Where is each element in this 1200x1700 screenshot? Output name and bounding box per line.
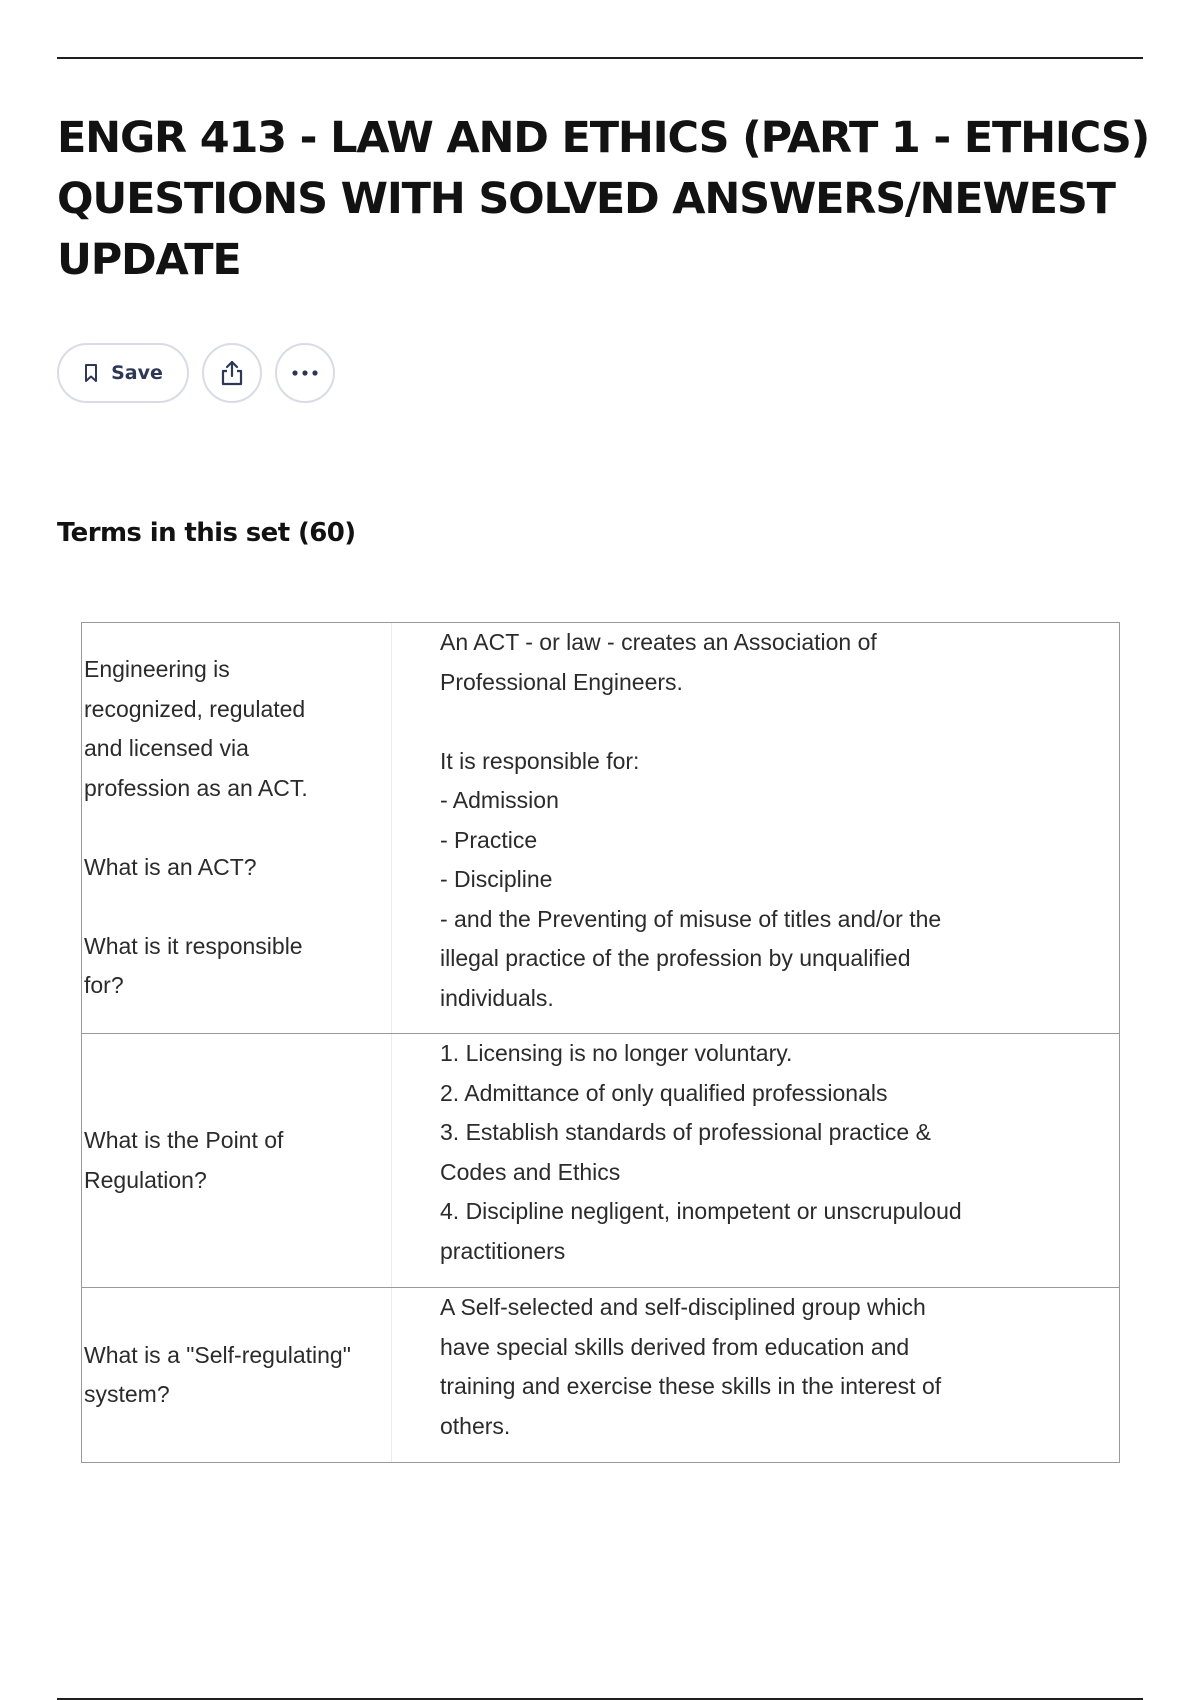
action-bar [57, 343, 335, 403]
more-icon [291, 369, 319, 377]
definition-cell [392, 1288, 1119, 1462]
term-text: What is a "Self-regulating" system? [84, 1341, 351, 1407]
save-button[interactable] [57, 343, 189, 403]
terms-heading: Terms in this set (60) [57, 518, 356, 548]
definition-cell [392, 623, 1119, 1033]
top-divider [57, 57, 1143, 59]
share-button[interactable] [202, 343, 262, 403]
share-icon [219, 359, 245, 387]
more-options-button[interactable] [275, 343, 335, 403]
page-title: ENGR 413 - LAW AND ETHICS (PART 1 - ETHICS) QUESTIONS WITH SOLVED ANSWERS/NEWEST UPDATE [57, 113, 1150, 285]
term-card[interactable] [82, 1287, 1119, 1462]
save-button-label: Save [111, 362, 163, 384]
term-text-cell [82, 1034, 392, 1287]
bookmark-icon [83, 363, 99, 383]
term-text: What is the Point of Regulation? [84, 1127, 284, 1193]
terms-table [81, 622, 1120, 1463]
definition-cell [392, 1034, 1119, 1287]
definition-text: An ACT - or law - creates an Association of Professional Engineers. It is responsible for: - Admission - Practice - Discipline - and the Preventing of misuse of titles and/or the illegal practice of the profession by unqualified individuals. [440, 629, 942, 1011]
definition-text: 1. Licensing is no longer voluntary. 2. Admittance of only qualified professionals 3. Establish standards of professional practice & Codes and Ethics 4. Discipline negligent, inompetent or unscrupuloud practitioners [440, 1040, 962, 1264]
definition-text: A Self-selected and self-disciplined group which have special skills derived from education and training and exercise these skills in the interest of others. [440, 1294, 942, 1439]
term-text: Engineering is recognized, regulated and licensed via profession as an ACT. What is an ACT? What is it responsible for? [84, 656, 308, 999]
term-card[interactable] [82, 1033, 1119, 1287]
term-text-cell [82, 1288, 392, 1462]
term-card[interactable] [82, 623, 1119, 1033]
term-text-cell [82, 623, 392, 1033]
